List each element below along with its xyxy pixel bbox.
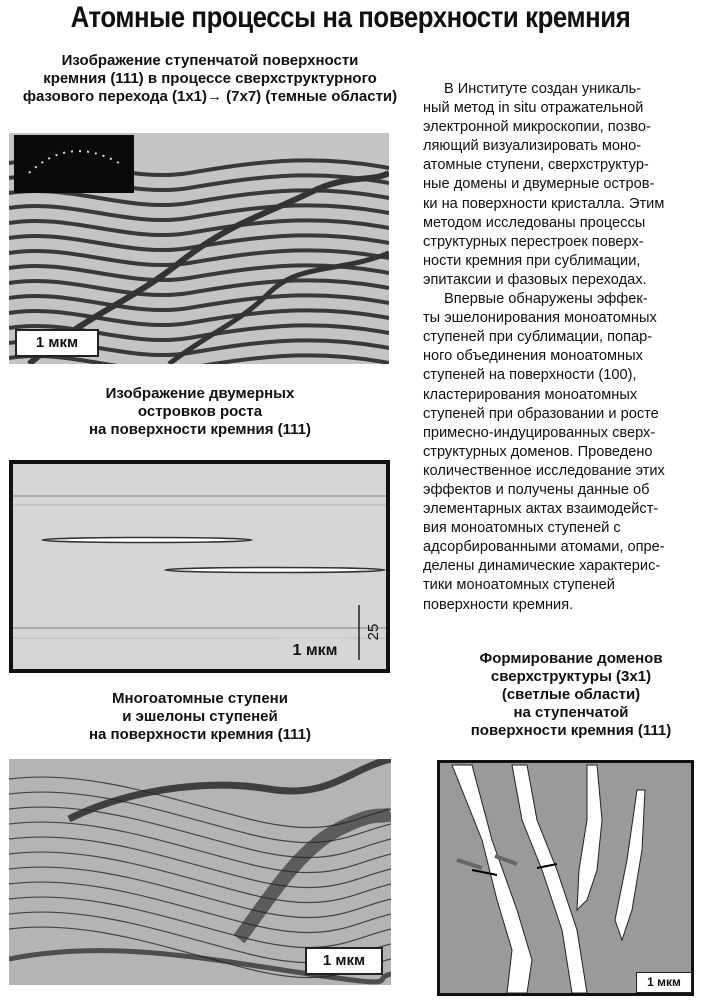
paragraph2-line: Впервые обнаружены эффек- xyxy=(444,291,648,308)
paragraph2-line: вия моноатомных ступеней с xyxy=(423,520,621,537)
paragraph2-line: ступеней при сублимации, попар- xyxy=(423,329,653,346)
paragraph2-line: кластерирования моноатомных xyxy=(423,386,638,403)
figure1-caption-line: кремния (111) в процессе сверхструктурного xyxy=(43,70,377,87)
figure3-scale-bar xyxy=(305,947,383,975)
paragraph2-line: ты эшелонирования моноатомных xyxy=(423,310,657,327)
figure4-caption-line: поверхности кремния (111) xyxy=(470,722,672,739)
paragraph1-line: ляющий визуализировать моно- xyxy=(423,138,642,155)
figure2-micrograph xyxy=(9,460,390,673)
paragraph1-line: структурных перестроек поверх- xyxy=(423,233,644,250)
figure3-caption-line: Многоатомные ступени xyxy=(112,690,288,707)
figure3-caption-line: на поверхности кремния (111) xyxy=(88,726,312,743)
figure4-scale-label: 1 мкм xyxy=(647,975,681,989)
figure3-caption-line: и эшелоны ступеней xyxy=(122,708,278,725)
paragraph2-line: эффектов и получены данные об xyxy=(423,481,650,498)
figure2-caption xyxy=(0,385,400,439)
figure2-caption-line: Изображение двумерных xyxy=(105,385,295,402)
figure4-micrograph xyxy=(437,760,694,996)
figure3-scale-label: 1 мкм xyxy=(322,952,366,969)
paragraph2-line: структурных доменов. Проведено xyxy=(423,443,653,460)
paragraph2-line: поверхности кремния. xyxy=(423,596,574,613)
paragraph1-line: атомные ступени, сверхструктур- xyxy=(423,157,649,174)
paragraph1-line: электронной микроскопии, позво- xyxy=(423,119,651,136)
paragraph1-line: ности кремния при сублимации, xyxy=(423,252,641,269)
figure1-caption-line: Изображение ступенчатой поверхности xyxy=(61,52,359,69)
figure1-caption xyxy=(0,52,420,106)
figure4-caption-line: на ступенчатой xyxy=(513,704,629,721)
figure1-scale-bar xyxy=(15,329,99,357)
paragraph1-line: В Институте создан уникаль- xyxy=(444,81,642,97)
figure3-micrograph xyxy=(9,759,391,985)
figure4-caption-line: сверхструктуры (3x1) xyxy=(490,668,652,685)
paragraph2-line: примесно-индуцированных сверх- xyxy=(423,424,656,441)
paragraph2-line: делены динамические характерис- xyxy=(423,558,661,575)
paragraph1-line: эпитаксии и фазовых переходах. xyxy=(423,271,647,288)
figure4-scale-bar xyxy=(636,972,692,993)
figure2-side-label: 25 xyxy=(365,623,382,641)
figure2-caption-line: на поверхности кремния (111) xyxy=(88,421,312,438)
paragraph2-line: адсорбированными атомами, опре- xyxy=(423,539,665,556)
paragraph2-line: ступеней при образовании и росте xyxy=(423,405,659,422)
figure4-caption-line: Формирование доменов xyxy=(479,650,663,667)
paragraph2-line: ступеней на поверхности (100), xyxy=(423,367,637,384)
figure2-scale-bar xyxy=(279,638,351,664)
paragraph2-line: элементарных актах взаимодейст- xyxy=(423,501,659,518)
figure3-caption xyxy=(0,690,400,744)
paragraph2-line: количественное исследование этих xyxy=(423,462,665,479)
figure2-scale-label: 1 мкм xyxy=(292,642,338,659)
paragraph1-line: ки на поверхности кристалла. Этим xyxy=(423,195,665,212)
paragraph2-line: ного объединения моноатомных xyxy=(423,348,643,365)
figure4-domains xyxy=(437,760,694,996)
figure1-scale-label: 1 мкм xyxy=(35,334,79,351)
paragraph2-line: тики моноатомных ступеней xyxy=(423,577,615,594)
figure4-caption-line: (светлые области) xyxy=(501,686,641,703)
figure1-micrograph xyxy=(9,133,389,364)
paragraph1-line: ный метод in situ отражательной xyxy=(423,100,644,117)
body-text xyxy=(423,80,701,615)
figure4-caption xyxy=(441,650,701,740)
page-title: Атомные процессы на поверхности кремния xyxy=(70,1,631,34)
figure2-caption-line: островков роста xyxy=(137,403,263,420)
figure1-caption-line: фазового перехода (1x1)→ (7x7) (темные области) xyxy=(22,88,398,105)
paragraph1-line: методом исследованы процессы xyxy=(423,214,646,231)
paragraph1-line: ные домены и двумерные остров- xyxy=(423,176,655,193)
